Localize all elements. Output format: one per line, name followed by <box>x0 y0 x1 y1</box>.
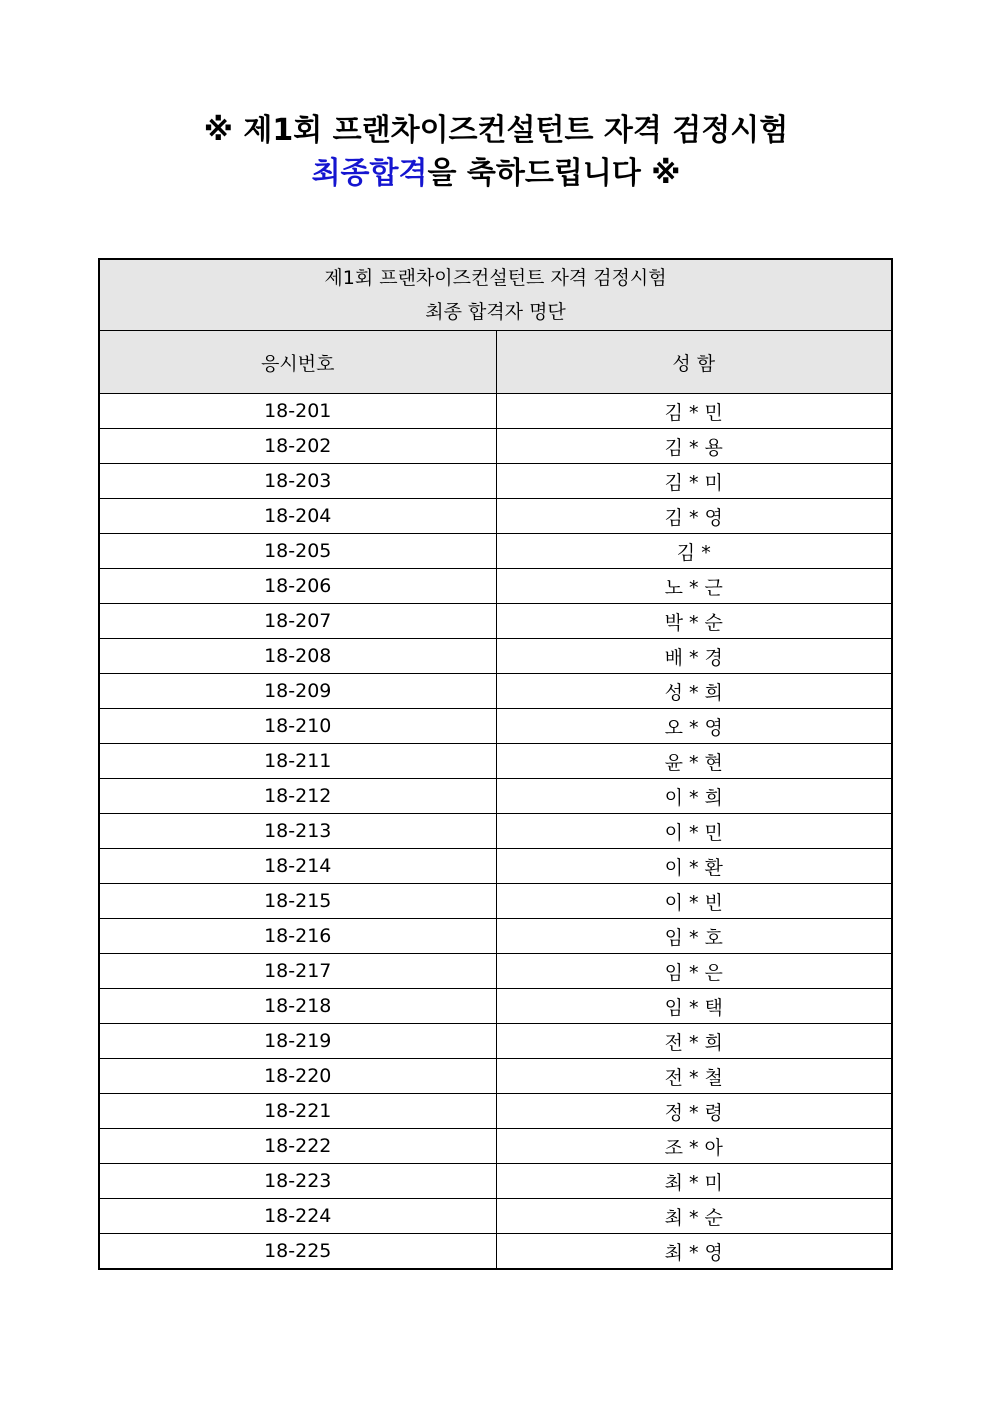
name-cell: 전 * 철 <box>496 1059 892 1094</box>
table-row <box>99 674 892 709</box>
name-cell: 임 * 은 <box>496 954 892 989</box>
name-cell: 정 * 령 <box>496 1094 892 1129</box>
page-title: ※ 제1회 프랜차이즈컨설턴트 자격 검정시험 <box>203 113 789 148</box>
exam-number-cell: 18-208 <box>99 639 496 674</box>
table-row <box>99 954 892 989</box>
name-cell: 조 * 아 <box>496 1129 892 1164</box>
table-caption-subtitle: 최종 합격자 명단 <box>425 301 566 323</box>
exam-number-cell: 18-201 <box>99 394 496 429</box>
name-cell: 임 * 택 <box>496 989 892 1024</box>
name-cell: 오 * 영 <box>496 709 892 744</box>
name-cell: 박 * 순 <box>496 604 892 639</box>
table-row <box>99 639 892 674</box>
table-row <box>99 499 892 534</box>
name-cell: 김 * 민 <box>496 394 892 429</box>
page-subtitle <box>0 154 992 194</box>
exam-number-cell: 18-210 <box>99 709 496 744</box>
table-body <box>99 394 892 1270</box>
passer-table <box>98 258 893 1270</box>
table-row <box>99 1059 892 1094</box>
congratulation-text: 을 축하드립니다 ※ <box>427 156 681 191</box>
name-cell: 이 * 빈 <box>496 884 892 919</box>
exam-number-cell: 18-205 <box>99 534 496 569</box>
table-row <box>99 744 892 779</box>
table-row <box>99 1164 892 1199</box>
column-header-name: 성 함 <box>496 331 892 394</box>
table-row <box>99 569 892 604</box>
name-cell: 최 * 영 <box>496 1234 892 1270</box>
table-caption <box>99 259 892 331</box>
name-cell: 김 * <box>496 534 892 569</box>
exam-number-cell: 18-220 <box>99 1059 496 1094</box>
exam-number-cell: 18-203 <box>99 464 496 499</box>
table-row <box>99 849 892 884</box>
exam-number-cell: 18-204 <box>99 499 496 534</box>
exam-number-cell: 18-212 <box>99 779 496 814</box>
table-row <box>99 604 892 639</box>
name-cell: 김 * 영 <box>496 499 892 534</box>
name-cell: 이 * 민 <box>496 814 892 849</box>
name-cell: 최 * 순 <box>496 1199 892 1234</box>
exam-number-cell: 18-206 <box>99 569 496 604</box>
table-row <box>99 814 892 849</box>
exam-number-cell: 18-224 <box>99 1199 496 1234</box>
table-row <box>99 429 892 464</box>
name-cell: 김 * 용 <box>496 429 892 464</box>
name-cell: 김 * 미 <box>496 464 892 499</box>
name-cell: 윤 * 현 <box>496 744 892 779</box>
table-row <box>99 709 892 744</box>
exam-number-cell: 18-225 <box>99 1234 496 1270</box>
exam-number-cell: 18-213 <box>99 814 496 849</box>
table-row <box>99 534 892 569</box>
exam-number-cell: 18-202 <box>99 429 496 464</box>
table-caption-title: 제1회 프랜차이즈컨설턴트 자격 검정시험 <box>324 267 667 289</box>
exam-number-cell: 18-217 <box>99 954 496 989</box>
exam-number-cell: 18-222 <box>99 1129 496 1164</box>
name-cell: 성 * 희 <box>496 674 892 709</box>
table-row <box>99 919 892 954</box>
table-row <box>99 884 892 919</box>
exam-number-cell: 18-219 <box>99 1024 496 1059</box>
table-row <box>99 464 892 499</box>
table-row <box>99 989 892 1024</box>
exam-number-cell: 18-207 <box>99 604 496 639</box>
exam-number-cell: 18-221 <box>99 1094 496 1129</box>
table-row <box>99 1199 892 1234</box>
name-cell: 이 * 희 <box>496 779 892 814</box>
exam-number-cell: 18-218 <box>99 989 496 1024</box>
table-row <box>99 779 892 814</box>
table-row <box>99 1024 892 1059</box>
exam-number-cell: 18-216 <box>99 919 496 954</box>
name-cell: 이 * 환 <box>496 849 892 884</box>
column-header-exam-number: 응시번호 <box>99 331 496 394</box>
name-cell: 전 * 희 <box>496 1024 892 1059</box>
table-row <box>99 1094 892 1129</box>
table-row <box>99 1234 892 1270</box>
table-row <box>99 1129 892 1164</box>
table-row <box>99 394 892 429</box>
exam-number-cell: 18-214 <box>99 849 496 884</box>
name-cell: 배 * 경 <box>496 639 892 674</box>
exam-number-cell: 18-215 <box>99 884 496 919</box>
exam-number-cell: 18-223 <box>99 1164 496 1199</box>
final-pass-highlight: 최종합격 <box>311 156 428 191</box>
name-cell: 노 * 근 <box>496 569 892 604</box>
exam-number-cell: 18-209 <box>99 674 496 709</box>
name-cell: 임 * 호 <box>496 919 892 954</box>
exam-number-cell: 18-211 <box>99 744 496 779</box>
name-cell: 최 * 미 <box>496 1164 892 1199</box>
